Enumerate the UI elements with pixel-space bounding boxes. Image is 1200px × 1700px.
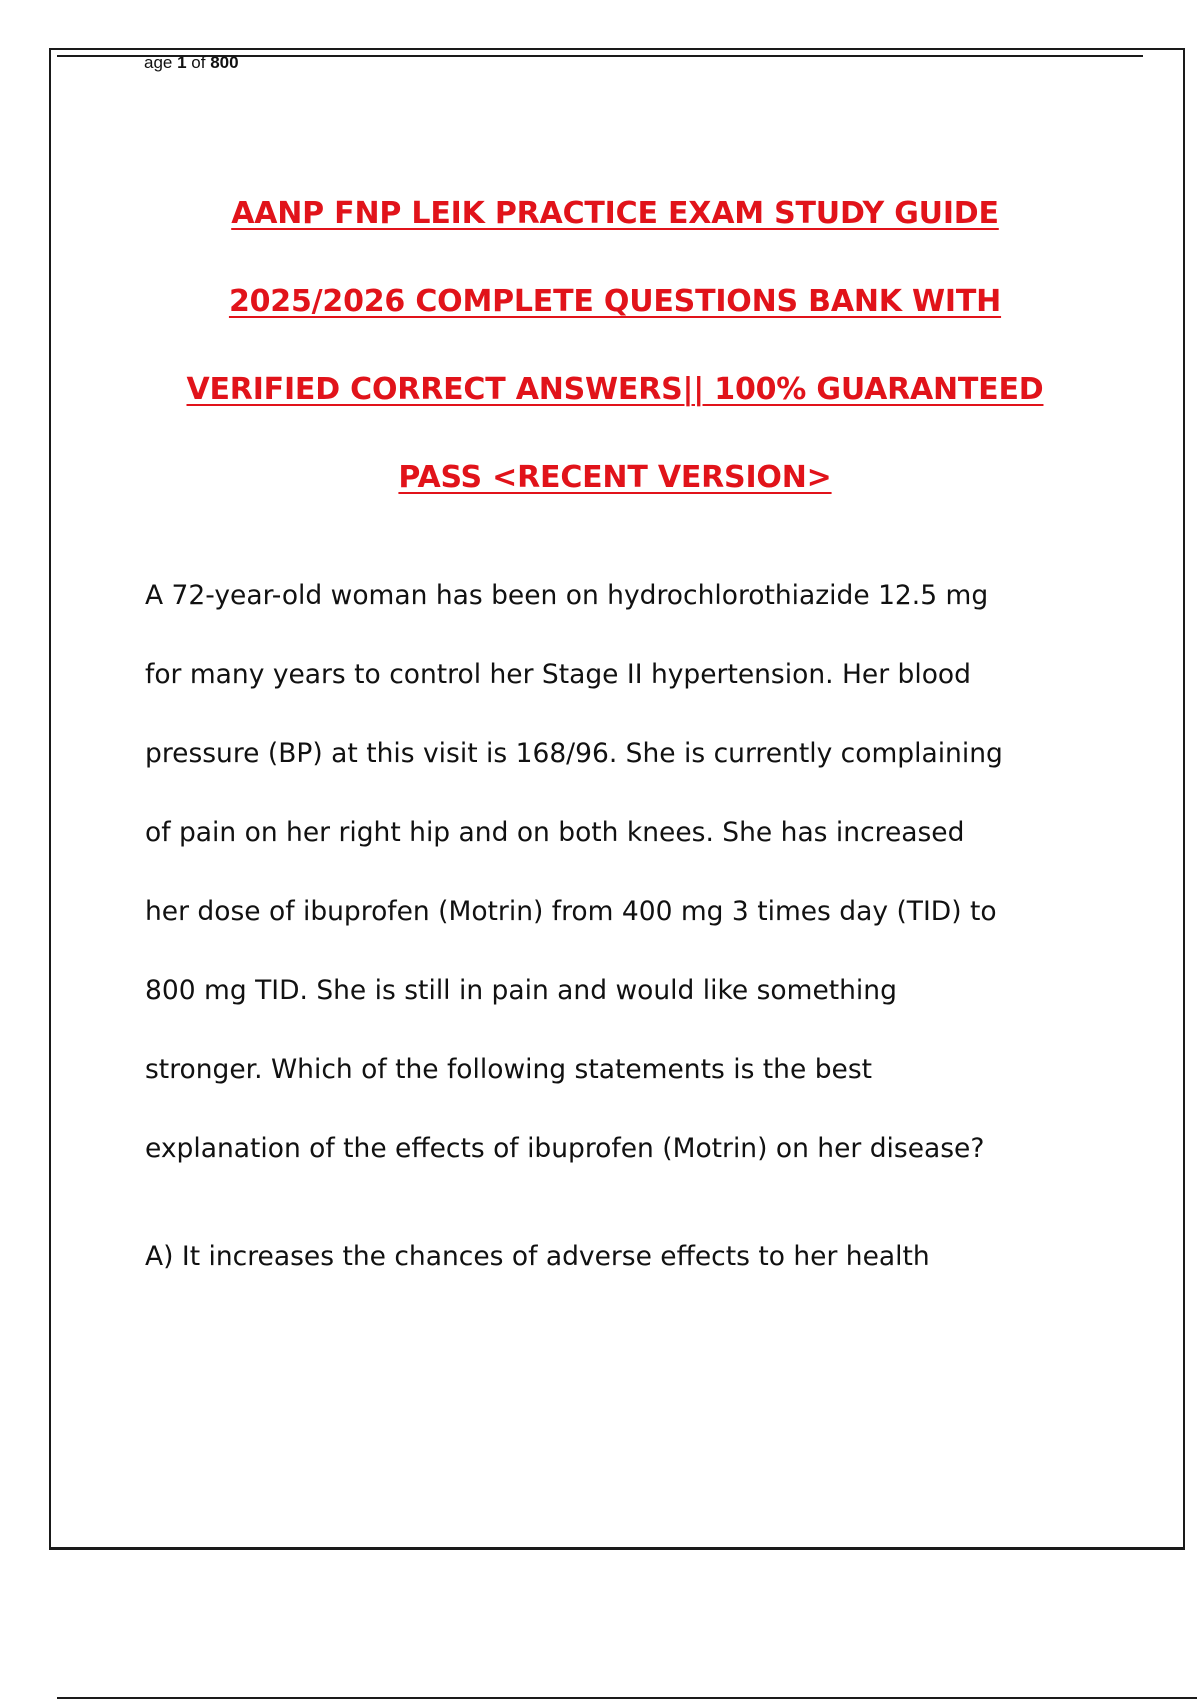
question-line: pressure (BP) at this visit is 168/96. She is currently complaining [145, 738, 1003, 769]
title-line: 2025/2026 COMPLETE QUESTIONS BANK WITH [228, 284, 1002, 319]
document-title [100, 170, 1130, 522]
question-line: explanation of the effects of ibuprofen (Motrin) on her disease? [145, 1133, 985, 1164]
page-number-current: 1 [177, 53, 187, 72]
answer-option-a: A) It increases the chances of adverse effects to her health [145, 1241, 930, 1272]
title-line: PASS <RECENT VERSION> [398, 460, 832, 495]
question-line: 800 mg TID. She is still in pain and would like something [145, 975, 897, 1006]
question-line: her dose of ibuprofen (Motrin) from 400 mg 3 times day (TID) to [145, 896, 997, 927]
page-number-total: 800 [210, 53, 239, 72]
question-line: A 72-year-old woman has been on hydrochlorothiazide 12.5 mg [145, 580, 989, 611]
question-text [145, 556, 1145, 1188]
question-line: for many years to control her Stage II hypertension. Her blood [145, 659, 971, 690]
question-line: stronger. Which of the following statements is the best [145, 1054, 873, 1085]
page-number-of: of [186, 53, 211, 72]
title-line: AANP FNP LEIK PRACTICE EXAM STUDY GUIDE [231, 196, 999, 231]
question-line: of pain on her right hip and on both knees. She has increased [145, 817, 965, 848]
next-page-rule [57, 1697, 1197, 1699]
page-number-prefix: age [144, 53, 178, 72]
title-line: VERIFIED CORRECT ANSWERS|| 100% GUARANTEED [186, 372, 1044, 407]
page-number [144, 52, 239, 74]
